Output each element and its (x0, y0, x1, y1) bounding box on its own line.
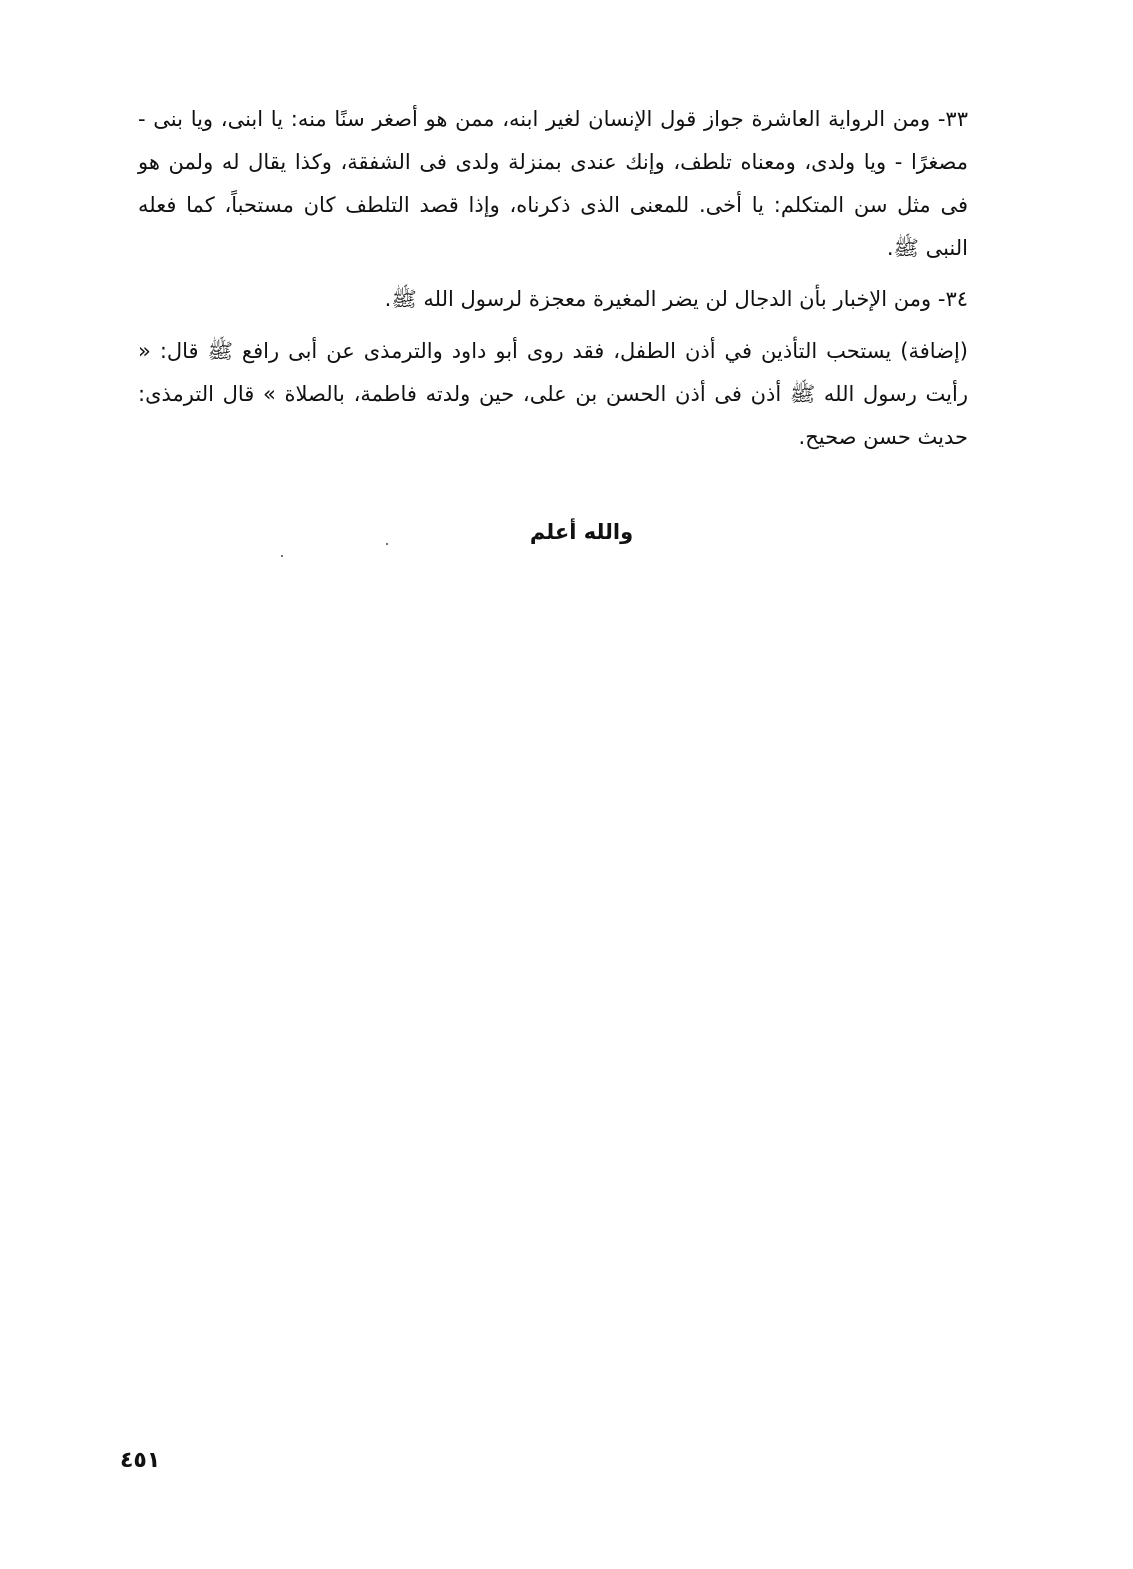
scan-speck (281, 555, 283, 557)
addition-text: (إضافة) يستحب التأذين في أذن الطفل، فقد روى أبو داود والترمذى عن أبى رافع ﷺ قال: « رأيت رسول الله ﷺ أذن فى أذن الحسن بن على، حين ولدته فاطمة، بالصلاة » قال الترمذى: حديث حسن صحيح. (138, 339, 968, 449)
item-text: ومن الرواية العاشرة جواز قول الإنسان لغير ابنه، ممن هو أصغر سنًا منه: يا ابنى، ويا بنى - مصغرًا - ويا ولدى، ومعناه تلطف، وإنك عندى بمنزلة ولدى فى الشفقة، وكذا يقال له ولمن هو فى مثل سن المتكلم: يا أخى. للمعنى الذى ذكرناه، وإذا قصد التلطف كان مستحباً، كما فعله النبى ﷺ. (138, 107, 968, 260)
page-number: ٤٥١ (120, 1448, 161, 1473)
list-item-34 (138, 278, 968, 321)
item-text: ومن الإخبار بأن الدجال لن يضر المغيرة معجزة لرسول الله ﷺ. (384, 287, 932, 311)
closing-text: والله أعلم (529, 520, 634, 544)
item-number: ٣٣- (937, 107, 968, 131)
closing-phrase (0, 520, 1133, 544)
scan-speck (386, 543, 388, 545)
list-item-33 (138, 98, 968, 270)
addition-paragraph (138, 330, 968, 459)
item-number: ٣٤- (937, 287, 968, 311)
